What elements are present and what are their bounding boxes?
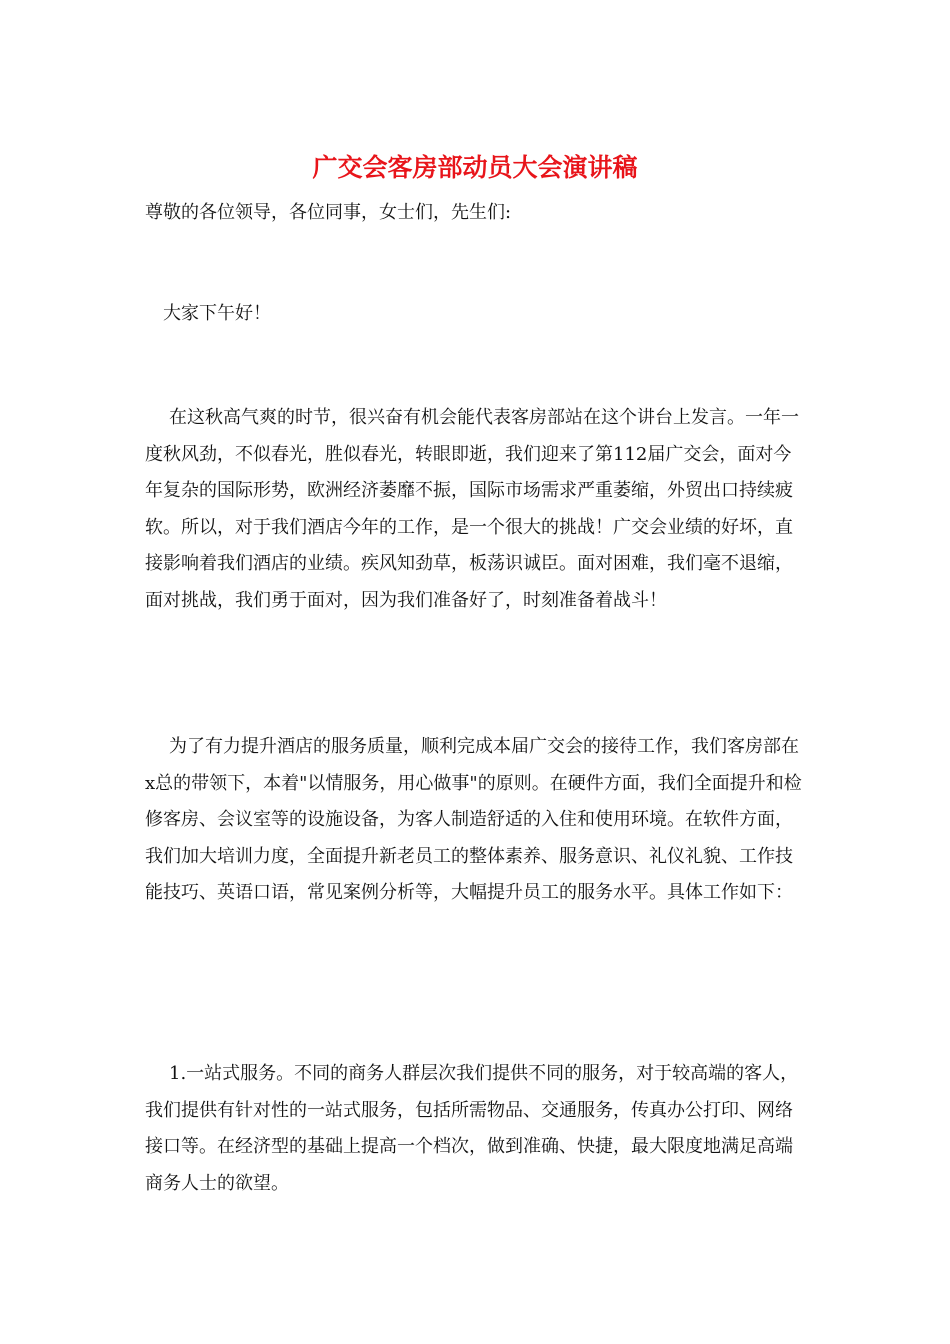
paragraph: 1.一站式服务。不同的商务人群层次我们提供不同的服务，对于较高端的客人，我们提供有针对性的一站式服务，包括所需物品、交通服务，传真办公打印、网络接口等。在经济型的基础上提高一个档次，做到准确、快捷，最大限度地满足高端商务人士的欲望。 <box>145 1063 799 1194</box>
page-title: 广交会客房部动员大会演讲稿 <box>312 153 638 182</box>
greeting-line: 尊敬的各位领导，各位同事，女士们，先生们: <box>145 202 512 223</box>
hello-line: 大家下午好！ <box>163 303 271 324</box>
paragraph: 在这秋高气爽的时节，很兴奋有机会能代表客房部站在这个讲台上发言。一年一度秋风劲，不似春光，胜似春光，转眼即逝，我们迎来了第112届广交会，面对今年复杂的国际形势，欧洲经济萎靡不振，国际市场需求严重萎缩，外贸出口持续疲软。所以，对于我们酒店今年的工作，是一个很大的挑战！广交会业绩的好坏，直接影响着我们酒店的业绩。疾风知劲草，板荡识诚臣。面对困难，我们毫不退缩，面对挑战，我们勇于面对，因为我们准备好了，时刻准备着战斗！ <box>145 407 799 611</box>
paragraph: 为了有力提升酒店的服务质量，顺利完成本届广交会的接待工作，我们客房部在x总的带领下，本着"以情服务，用心做事"的原则。在硬件方面，我们全面提升和检修客房、会议室等的设施设备，为客人制造舒适的入住和使用环境。在软件方面，我们加大培训力度，全面提升新老员工的整体素养、服务意识、礼仪礼貌、工作技能技巧、英语口语，常见案例分析等，大幅提升员工的服务水平。具体工作如下： <box>145 736 802 903</box>
